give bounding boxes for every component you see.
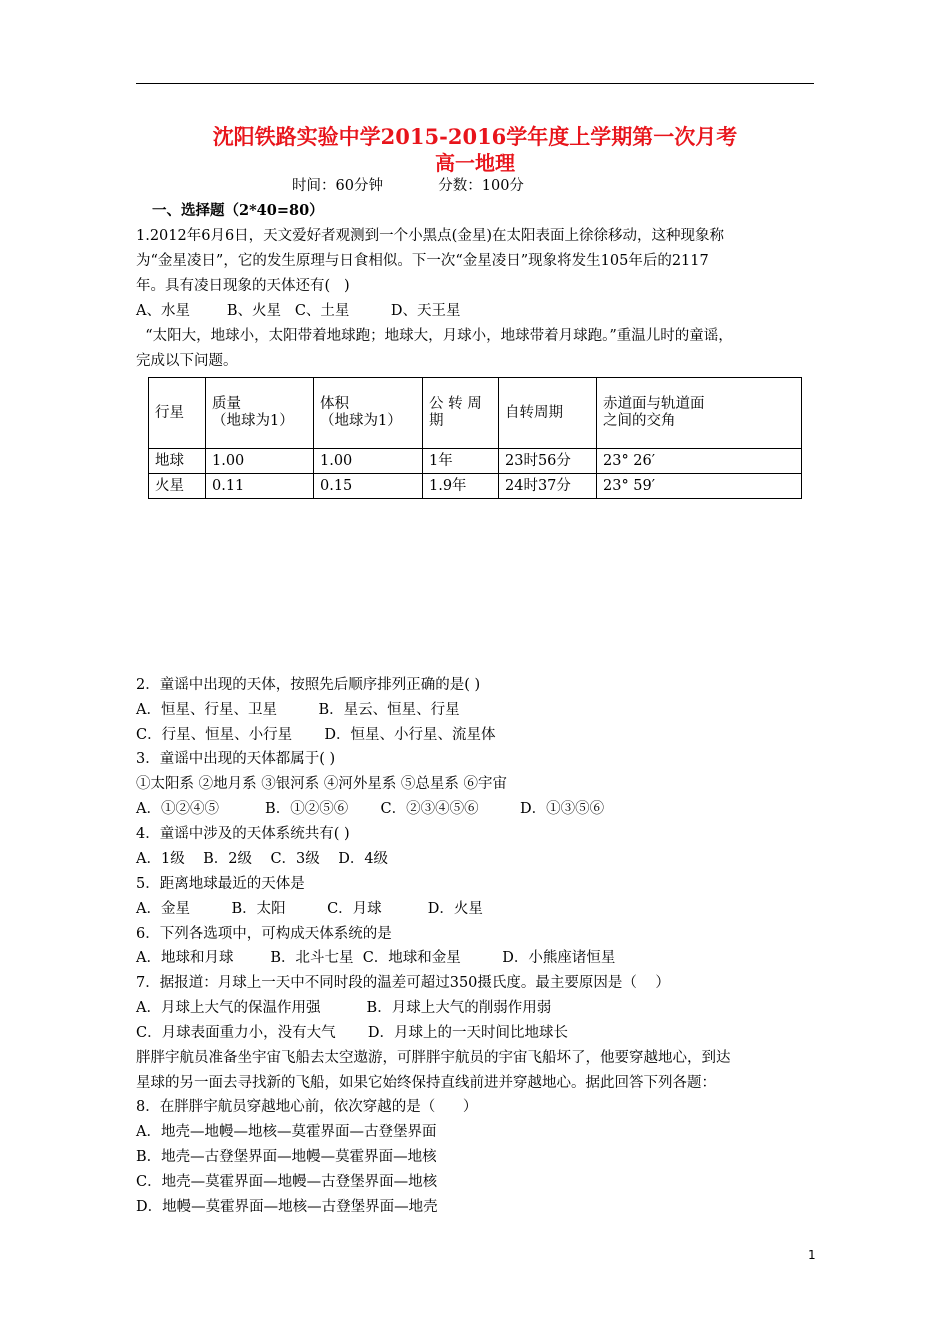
q1-line: 为“金星凌日”，它的发生原理与日食相似。下一次“金星凌日”现象将发生105年后的2117: [136, 253, 709, 269]
question-line: A．地壳—地幔—地核—莫霍界面—古登堡界面: [136, 1124, 437, 1140]
question-line: A．地球和月球 B．北斗七星 C．地球和金星 D．小熊座诸恒星: [136, 950, 616, 966]
passage-line: 星球的另一面去寻找新的飞船，如果它始终保持直线前进并穿越地心。据此回答下列各题：: [136, 1075, 716, 1091]
question-line: 8．在胖胖宇航员穿越地心前，依次穿越的是（ ）: [136, 1099, 478, 1115]
table-header-cell: 体积 （地球为1）: [314, 378, 423, 449]
table-cell: 23时56分: [499, 449, 597, 474]
table-cell: 1.9年: [423, 474, 499, 499]
exam-meta: 时间：60分钟 分数：100分: [292, 178, 524, 194]
passage-line: 完成以下问题。: [136, 353, 238, 369]
question-line: 4．童谣中涉及的天体系统共有( ): [136, 826, 350, 842]
exam-subtitle: 高一地理: [435, 151, 515, 175]
table-header-cell: 自转周期: [499, 378, 597, 449]
header-rule: [136, 83, 814, 84]
table-cell: 24时37分: [499, 474, 597, 499]
table-cell: 1.00: [206, 449, 314, 474]
question-line: A．月球上大气的保温作用强 B．月球上大气的削弱作用弱: [136, 1000, 552, 1016]
question-line: ①太阳系 ②地月系 ③银河系 ④河外星系 ⑤总星系 ⑥宇宙: [136, 776, 508, 792]
table-cell: 23° 59′: [597, 474, 802, 499]
question-line: A．1级 B．2级 C．3级 D．4级: [136, 851, 389, 867]
question-line: 7．据报道：月球上一天中不同时段的温差可超过350摄氏度。最主要原因是（ ）: [136, 975, 670, 991]
passage-line: 胖胖宇航员准备坐宇宙飞船去太空遨游，可胖胖宇航员的宇宙飞船坏了，他要穿越地心，到达: [136, 1050, 731, 1066]
question-line: A．①②④⑤ B．①②⑤⑥ C．②③④⑤⑥ D．①③⑤⑥: [136, 801, 605, 817]
table-row: [149, 474, 802, 499]
table-header-cell: 质量 （地球为1）: [206, 378, 314, 449]
question-line: C．月球表面重力小，没有大气 D．月球上的一天时间比地球长: [136, 1025, 568, 1041]
question-line: D．地幔—莫霍界面—地核—古登堡界面—地壳: [136, 1199, 438, 1215]
question-line: 3．童谣中出现的天体都属于( ): [136, 751, 336, 767]
page-number: 1: [808, 1248, 816, 1262]
question-line: 2．童谣中出现的天体，按照先后顺序排列正确的是( ): [136, 677, 481, 693]
passage-line: “太阳大，地球小，太阳带着地球跑；地球大，月球小，地球带着月球跑。”重温儿时的童谣，: [136, 328, 733, 344]
q1-line: 1.2012年6月6日，天文爱好者观测到一个小黑点(金星)在太阳表面上徐徐移动，这种现象称: [136, 228, 724, 244]
q1-options: A、水星 B、火星 C、土星 D、天王星: [136, 303, 461, 319]
table-cell: 1年: [423, 449, 499, 474]
q1-line: 年。具有凌日现象的天体还有( ): [136, 278, 350, 294]
table-header-cell: 赤道面与轨道面 之间的交角: [597, 378, 802, 449]
table-cell: 火星: [149, 474, 206, 499]
table-header-cell: 行星: [149, 378, 206, 449]
question-line: B．地壳—古登堡界面—地幔—莫霍界面—地核: [136, 1149, 437, 1165]
question-line: A．金星 B．太阳 C．月球 D．火星: [136, 901, 483, 917]
planet-table: [148, 377, 802, 499]
table-cell: 23° 26′: [597, 449, 802, 474]
question-line: 5．距离地球最近的天体是: [136, 876, 305, 892]
table-row: [149, 449, 802, 474]
table-cell: 地球: [149, 449, 206, 474]
exam-title: 沈阳铁路实验中学2015-2016学年度上学期第一次月考: [212, 124, 738, 149]
table-cell: 0.11: [206, 474, 314, 499]
section-title: 一、选择题（2*40=80）: [152, 202, 324, 219]
question-line: C．行星、恒星、小行星 D．恒星、小行星、流星体: [136, 727, 496, 743]
table-cell: 0.15: [314, 474, 423, 499]
question-line: C．地壳—莫霍界面—地幔—古登堡界面—地核: [136, 1174, 438, 1190]
table-header-cell: 公 转 周 期: [423, 378, 499, 449]
question-line: A．恒星、行星、卫星 B．星云、恒星、行星: [136, 702, 460, 718]
question-line: 6．下列各选项中，可构成天体系统的是: [136, 926, 392, 942]
table-cell: 1.00: [314, 449, 423, 474]
table-header-row: [149, 378, 802, 449]
